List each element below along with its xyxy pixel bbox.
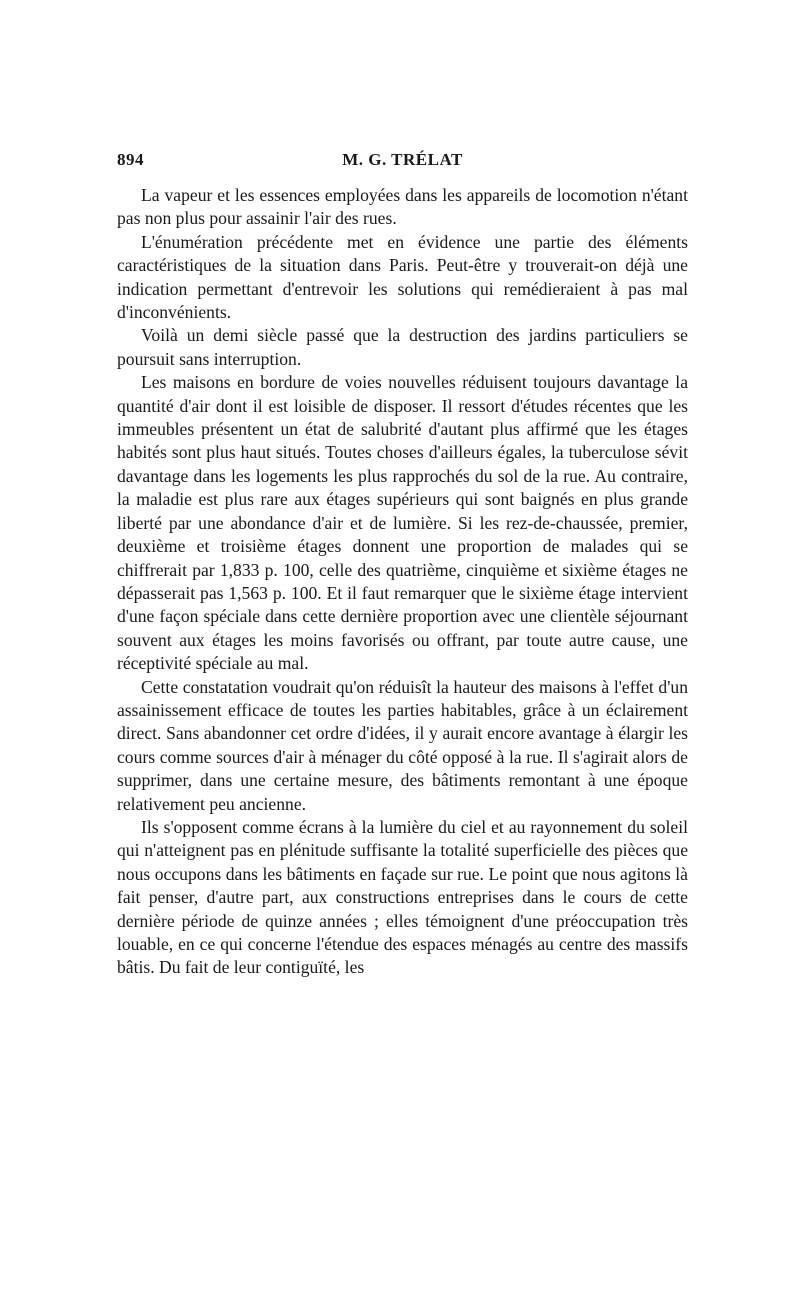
paragraph: L'énumération précédente met en évidence une partie des éléments caractéristiques de la situation dans Paris. Peut-être y trouverait-on déjà une indication permettant d'entrevoir les solutions qui remédieraient à pas mal d'inconvénients. [117, 231, 688, 323]
page-header [117, 150, 688, 176]
paragraph: Les maisons en bordure de voies nouvelles réduisent toujours davantage la quantité d'air dont il est loisible de disposer. Il ressort d'études récentes que les immeubles présentent un état de salubrité d'autant plus affirmé que les étages habités sont plus haut situés. Toutes choses d'ailleurs égales, la tuberculose sévit davantage dans les logements les plus rapprochés du sol de la rue. Au contraire, la maladie est plus rare aux étages supérieurs qui sont baignés en plus grande liberté par une abondance d'air et de lumière. Si les rez-de-chaussée, premier, deuxième et troisième étages donnent une proportion de malades qui se chiffrerait par 1,833 p. 100, celle des quatrième, cinquième et sixième étages ne dépasserait pas 1,563 p. 100. Et il faut remarquer que le sixième étage intervient d'une façon spéciale dans cette dernière proportion avec une clientèle séjournant souvent aux étages les moins favorisés ou offrant, par toute autre cause, une réceptivité spéciale au mal. [117, 372, 688, 674]
paragraph: Ils s'opposent comme écrans à la lumière du ciel et au rayonnement du soleil qui n'atteignent pas en plénitude suffisante la totalité superficielle des pièces que nous occupons dans les bâtiments en façade sur rue. Le point que nous agitons là fait penser, d'autre part, aux constructions entreprises dans le cours de cette dernière période de quinze années ; elles témoignent d'une préoccupation très louable, en ce qui concerne l'étendue des espaces ménagés au centre des massifs bâtis. Du fait de leur contiguïté, les [117, 816, 688, 978]
body-text [117, 184, 688, 980]
paragraph: La vapeur et les essences employées dans les appareils de locomotion n'étant pas non plus pour assainir l'air des rues. [117, 185, 688, 229]
paragraph: Cette constatation voudrait qu'on réduisît la hauteur des maisons à l'effet d'un assainissement efficace de toutes les parties habitables, grâce à un éclairement direct. Sans abandonner cet ordre d'idées, il y aurait encore avantage à élargir les cours comme sources d'air à ménager du côté opposé à la rue. Il s'agirait alors de supprimer, dans une certaine mesure, des bâtiments remontant à une époque relativement peu ancienne. [117, 676, 688, 814]
running-head: M. G. TRÉLAT [342, 150, 463, 169]
paragraph: Voilà un demi siècle passé que la destruction des jardins particuliers se poursuit sans interruption. [117, 325, 688, 369]
page-number: 894 [117, 150, 144, 169]
